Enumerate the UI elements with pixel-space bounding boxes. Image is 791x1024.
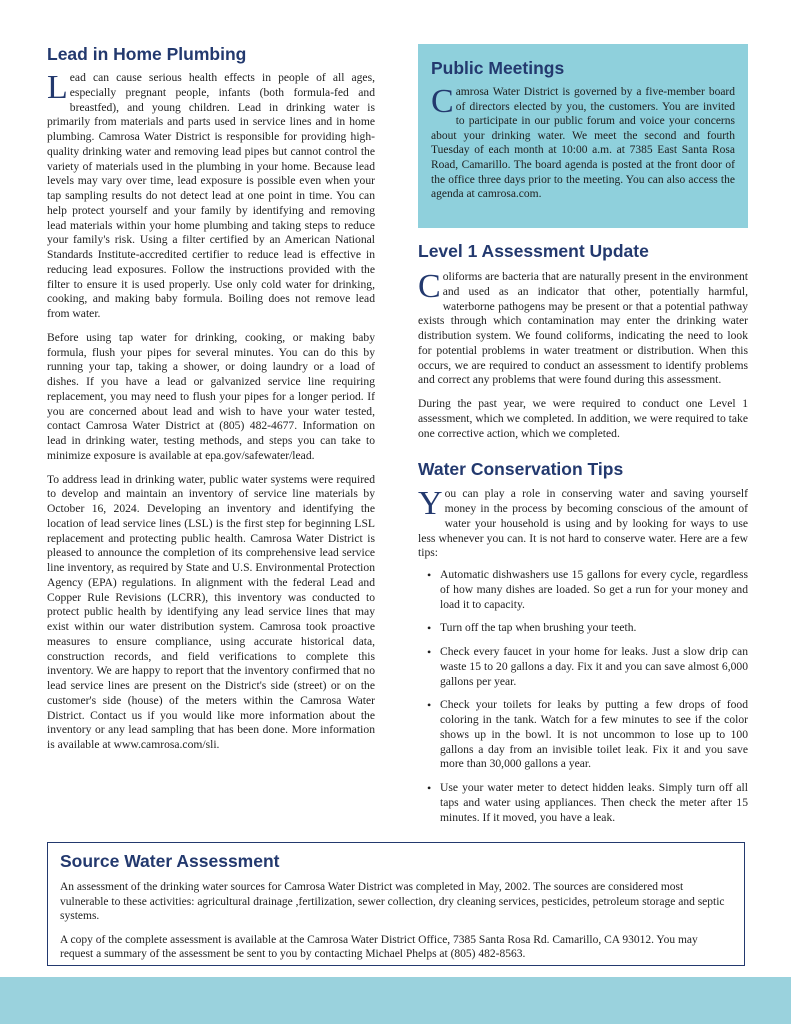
drop-cap: C xyxy=(418,268,441,305)
lead-paragraph-1 xyxy=(47,71,375,322)
list-item: • Turn off the tap when brushing your teeth. xyxy=(418,621,748,636)
lead-paragraph-1-text: ead can cause serious health effects in people of all ages, especially pregnant people, infants (both formula-fed and breastfed), and young children. Lead in drinking water is primarily from materials and parts used in service lines and in home plumbing. Camrosa Water District is responsible for providing high-quality drinking water and removing lead pipes but cannot control the variety of materials used in the plumbing in your home. Because lead levels may vary over time, lead exposure is possible even when your tap sampling results do not detect lead at one point in time. You can help protect yourself and your family by identifying and removing lead materials within your home plumbing and taking steps to reduce your family's risk. Using a filter certified by an American National Standards Institute-accredited certifier to reduce lead is effective in reducing lead exposures. Follow the instructions provided with the filter to ensure it is used properly. Use only cold water for drinking, cooking, and making baby formula. Boiling does not remove lead from water. xyxy=(47,71,375,320)
drop-cap: C xyxy=(431,83,454,120)
conservation-intro-text: ou can play a role in conserving water and saving yourself money in the process by becoming conscious of the amount of water your household is using and by looking for ways to use less whenever you can. It is not hard to conserve water. Here are a few tips: xyxy=(418,487,748,560)
lead-paragraph-3: To address lead in drinking water, public water systems were required to develop and maintain an inventory of service line materials by October 16, 2024. Developing an inventory and identifying the location of lead service lines (LSL) is the first step for beginning LSL replacement and protecting public health. Camrosa Water District is pleased to announce the completion of its comprehensive lead service line inventory, as required by State and U.S. Environmental Protection Agency (EPA) regulations. In alignment with the federal Lead and Copper Rule Revisions (LCRR), this inventory was conducted to protect public health by identifying any lead service lines that may exist within our water distribution system. Camrosa took proactive measures to ensure compliance, using accurate historical data, construction records, and field verifications to complete this inventory. We are happy to report that the inventory confirmed that no lead service lines are present on the District's side (street) or on the customer's side (house) of the meters within the Camrosa Water District. Contact us if you would like more information about the inventory or any lead sampling that has been done. More information is available at www.camrosa.com/sli. xyxy=(47,472,375,751)
source-water-assessment-box xyxy=(47,842,745,966)
assessment-update-title: Level 1 Assessment Update xyxy=(418,241,649,261)
public-meetings-title: Public Meetings xyxy=(431,58,565,78)
list-item: • Automatic dishwashers use 15 gallons for every cycle, regardless of how many dishes are loaded. So get a run for your money and load it to capacity. xyxy=(418,568,748,612)
list-item: • Use your water meter to detect hidden leaks. Simply turn off all taps and water using appliances. Then check the meter after 15 minutes. If it moved, you have a leak. xyxy=(418,781,748,825)
public-meetings-box xyxy=(418,44,748,228)
source-paragraph-1: An assessment of the drinking water sources for Camrosa Water District was completed in May, 2002. The sources are considered most vulnerable to these activities: agricultural drainage ,fertilization, sewer collection, dry cleaning services, pesticides, petroleum storage and septic systems. xyxy=(60,881,725,923)
drop-cap: Y xyxy=(418,485,443,523)
public-meetings-text: amrosa Water District is governed by a five-member board of directors elected by you, the customers. You are invited to participate in our public forum and voice your concerns about your drinking water. We meet the second and fourth Tuesday of each month at 10:00 a.m. at 7385 East Santa Rosa Road, Camarillo. The board agenda is posted at the front door of the office three days prior to the meeting. You can also access the agenda at camrosa.com. xyxy=(431,86,735,201)
source-water-assessment-title: Source Water Assessment xyxy=(60,851,280,871)
conservation-tips-list xyxy=(418,568,748,825)
list-item: • Check your toilets for leaks by putting a few drops of food coloring in the tank. Watch for a few minutes to see if the color shows up in the bowl. It is not uncommon to lose up to 100 gallons a day from an invisible toilet leak. Fix it and you save more than 30,000 gallons a year. xyxy=(418,698,748,772)
assessment-update-paragraph-2: During the past year, we were required to conduct one Level 1 assessment, which we completed. In addition, we were required to take one corrective action, which we completed. xyxy=(418,397,748,440)
assessment-update-paragraph-1 xyxy=(418,270,748,388)
assessment-update-section xyxy=(418,241,748,441)
list-item: • Check every faucet in your home for leaks. Just a slow drip can waste 15 to 20 gallons a day. Fix it and you can save almost 6,000 gallons per year. xyxy=(418,645,748,689)
conservation-intro xyxy=(418,487,748,561)
drop-cap: L xyxy=(47,69,68,106)
public-meetings-paragraph xyxy=(431,85,735,202)
lead-section xyxy=(47,44,375,753)
lead-title: Lead in Home Plumbing xyxy=(47,44,247,64)
conservation-title: Water Conservation Tips xyxy=(418,459,624,480)
assessment-update-paragraph-1-text: oliforms are bacteria that are naturally present in the environment and used as an indicator that other, potentially harmful, waterborne pathogens may be present or that a potential pathway exists through which contamination may enter the drinking water distribution system. We found coliforms, indicating the need to look for potential problems in water treatment or distribution. When this occurs, we are required to conduct an assessment to identify problems and correct any problems that were found during this assessment. xyxy=(418,270,748,387)
footer-band xyxy=(0,977,791,1024)
conservation-section xyxy=(418,459,748,825)
lead-paragraph-2: Before using tap water for drinking, cooking, or making baby formula, flush your pipes for several minutes. You can do this by running your tap, taking a shower, or doing laundry or a load of dishes. If you have a lead or galvanized service line requiring replacement, you may need to flush your pipes for a longer period. If you are concerned about lead and wish to have your water tested, contact Camrosa Water District at (805) 482-4677. Information on lead in drinking water, testing methods, and steps you can take to minimize exposure is available at epa.gov/safewater/lead. xyxy=(47,330,375,462)
right-column xyxy=(418,44,748,834)
source-paragraph-2: A copy of the complete assessment is available at the Camrosa Water District Office, 7385 Santa Rosa Rd. Camarillo, CA 93012. You may request a summary of the assessment be sent to you by contacting Michael Phelps at (805) 482-8563. xyxy=(60,933,698,961)
